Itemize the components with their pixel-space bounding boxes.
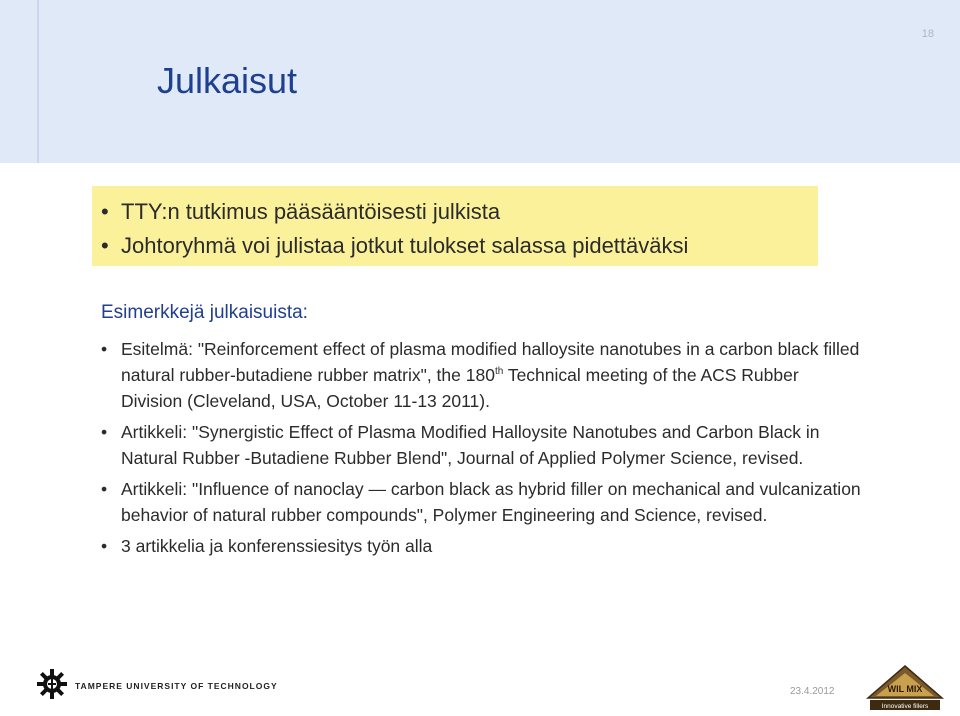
partner-logo-text: WIL MIX: [887, 684, 923, 694]
bullet-icon: •: [101, 479, 108, 499]
highlight-list: [101, 195, 688, 263]
publication-text-end: Technical meeting of the ACS Rubber Division (Cleveland, USA, October 11-13 2011).: [121, 365, 799, 411]
ordinal-suffix: th: [494, 366, 504, 378]
list-item: [101, 229, 688, 263]
page-number: 18: [921, 28, 934, 40]
header-accent-strip: [37, 0, 39, 163]
list-item: [101, 419, 861, 471]
partner-logo: [862, 664, 948, 712]
bullet-icon: •: [101, 422, 108, 442]
list-item: [101, 336, 861, 414]
publication-text-start: Esitelmä: "Reinforcement effect of plasma modified halloysite nanotubes in a carbon black filled natural rubber-butadiene rubber matrix", the 180: [121, 339, 860, 385]
list-item: [101, 476, 861, 528]
publication-text: Artikkeli: "Synergistic Effect of Plasma Modified Halloysite Nanotubes and Carbon Black in Natural Rubber -Butadiene Rubber Blend", Journal of Applied Polymer Science, revised.: [121, 422, 820, 468]
list-item-text: Johtoryhmä voi julistaa jotkut tulokset salassa pidettäväksi: [121, 233, 689, 258]
bullet-icon: •: [101, 233, 109, 258]
bullet-icon: •: [101, 199, 109, 224]
list-item: [101, 533, 861, 559]
bullet-icon: •: [101, 339, 108, 359]
slide-title: Julkaisut: [157, 60, 298, 101]
tut-logo-icon: [36, 668, 68, 700]
publication-list: [101, 336, 861, 564]
publication-text: Artikkeli: "Influence of nanoclay — carbon black as hybrid filler on mechanical and vulcanization behavior of natural rubber compounds", Polymer Engineering and Science, revised.: [121, 479, 861, 525]
header-band: [0, 0, 960, 163]
university-name: TAMPERE UNIVERSITY OF TECHNOLOGY: [75, 681, 278, 691]
section-heading: Esimerkkejä julkaisuista:: [101, 302, 308, 323]
list-item-text: TTY:n tutkimus pääsääntöisesti julkista: [121, 199, 501, 224]
bullet-icon: •: [101, 536, 108, 556]
slide-date: 23.4.2012: [790, 686, 835, 697]
partner-tagline: Innovative fillers: [881, 703, 929, 710]
publication-text: 3 artikkelia ja konferenssiesitys työn alla: [121, 536, 433, 556]
list-item: [101, 195, 688, 229]
